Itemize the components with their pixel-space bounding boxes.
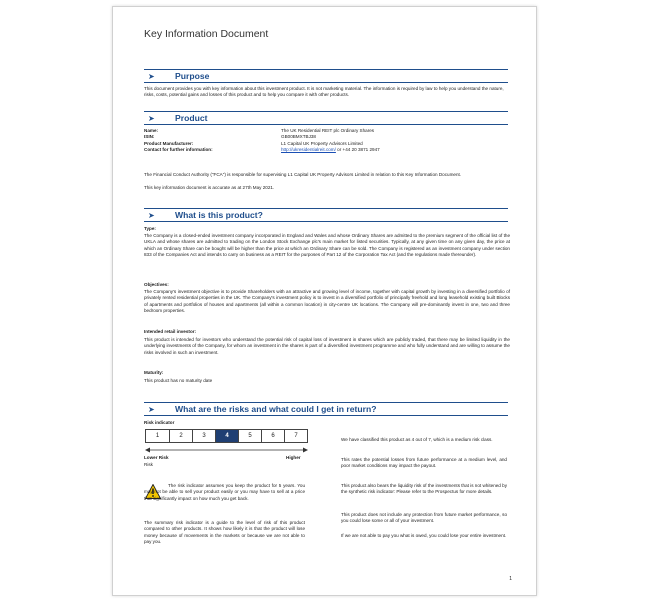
retail-label: Intended retail investor: [144, 329, 197, 334]
document-page [112, 6, 537, 596]
arrow-icon: ➤ [148, 71, 155, 81]
what-heading [144, 208, 508, 222]
contact-row [144, 147, 510, 153]
risk-cell-4: 4 [215, 430, 238, 442]
risks-heading [144, 402, 508, 416]
product-heading-text: Product [175, 113, 208, 123]
manufacturer-value: L1 Capital UK Property Advisors Limited [281, 140, 363, 146]
lose-investment-text: If we are not able to pay you what is owed, you could lose your entire investment. [341, 533, 507, 538]
risk-class-text: We have classified this product as 4 out of 7, which is a medium risk class. [341, 437, 493, 442]
risk-cell-6: 6 [261, 430, 284, 442]
page-number: 1 [509, 576, 512, 582]
product-heading [144, 111, 508, 125]
accuracy-text: This key information document is accurate as at 27th May 2021. [144, 185, 275, 190]
arrow-icon: ➤ [148, 210, 155, 220]
purpose-text: This document provides you with key information about this investment product. It is not marketing material. The information is required by law to help you understand the nature, risks, costs, potential gains and losses of this product and to help you compare it with other products. [144, 86, 504, 98]
website-link[interactable]: http://ukresidentialreit.com/ [281, 147, 336, 153]
risk-scale [145, 429, 308, 443]
name-value: The UK Residential REIT plc Ordinary Shares [281, 128, 375, 133]
risk-cell-3: 3 [192, 430, 215, 442]
fca-text: The Financial Conduct Authority ("FCA") is responsible for supervising L1 Capital UK Property Advisors Limited in relation to this Key Information Document. [144, 172, 462, 177]
objectives-text: The Company's investment objective is to provide Shareholders with an attractive and growing level of income, together with capital growth by investing in a diversified portfolio of privately rented residential properties in the UK. The Company's investment policy is to invest in a diversified portfolio of principally freehold and long leasehold existing built Blocks of apartments and portfolios of houses and apartments (all within a common location) in city-centre UK locations. The Company will pre-dominantly invest in one, two and three bedroom properties. [144, 289, 510, 314]
arrow-icon: ➤ [148, 113, 155, 123]
type-text: The Company is a closed-ended investment company incorporated in England and Wales and whose Ordinary Shares are admitted to the premium segment of the official list of the UKLA and whose shares are admitted to trading on the London Stock Exchange plc's main market for listed securities. Typically, at any given time on any given day, the price at which an Ordinary Share can be bought will be higher than the price at which an Ordinary Share can be sold. The Company is registered as an investment company under section 833 of the Companies Act and intends to carry on business as a REIT for the purposes of Part 12 of the Corporation Tax Act (and the regulations made thereunder). [144, 233, 510, 258]
purpose-heading [144, 69, 508, 83]
what-heading-text: What is this product? [175, 210, 263, 220]
risk-cell-1: 1 [155, 433, 160, 439]
name-label: Name: [144, 128, 159, 133]
retail-text: This product is intended for investors who understand the potential risk of capital loss of investment in shares which are publicly traded, that there may be limited liquidity in the underlying investments of the Company, for whom an investment in the shares is part of a diversified investment programme and who fully understand and are willing to assume the risks involved in such an investment. [144, 337, 510, 355]
risk-arrow-icon [145, 447, 308, 453]
contact-phone: or +44 20 3871 2947 [335, 147, 380, 153]
risk-cell-7: 7 [284, 430, 307, 442]
no-protection-text: This product does not include any protection from future market performance, so you could lose some or all of your investment. [341, 512, 507, 524]
document-title: Key Information Document [144, 28, 269, 40]
lower-risk-label: Lower Risk [144, 455, 169, 460]
maturity-text: This product has no maturity date [144, 378, 213, 383]
purpose-heading-text: Purpose [175, 71, 210, 81]
liquidity-risk-text: This product also bears the liquidity risk of the investments that is not whitened by the synthetic risk indicator: Please refer to the Prospectus for more details. [341, 483, 507, 495]
risk-cell-5: 5 [238, 430, 261, 442]
maturity-label: Maturity: [144, 370, 164, 375]
higher-risk-label: Higher [286, 455, 301, 460]
risk-word-label: Risk [144, 462, 153, 467]
potential-losses-text: This rates the potential losses from future performance at a medium level, and poor market conditions may impact the payout. [341, 457, 507, 469]
summary-text: The summary risk indicator is a guide to the level of risk of this product compared to other products. It shows how likely it is that the product will lose money because of movements in the markets or because we are not able to pay you. [144, 520, 305, 545]
risk-cell-2: 2 [169, 430, 192, 442]
contact-label: Contact for further information: [144, 147, 213, 153]
type-label: Type: [144, 226, 156, 231]
arrow-icon: ➤ [148, 404, 155, 414]
isin-label: ISIN: [144, 134, 155, 140]
manufacturer-label: Product Manufacturer: [144, 140, 194, 146]
isin-value: GB00BMXTBJ38 [281, 134, 316, 140]
objectives-label: Objectives: [144, 282, 169, 287]
warning-text: The risk indicator assumes you keep the product for 5 years. You may not be able to sell your product easily or you may have to sell at a price that significantly impact on how much you get back. [144, 483, 305, 501]
product-details [144, 128, 510, 154]
risks-heading-text: What are the risks and what could I get in return? [175, 404, 377, 414]
risk-indicator-label: Risk indicator [144, 420, 175, 425]
